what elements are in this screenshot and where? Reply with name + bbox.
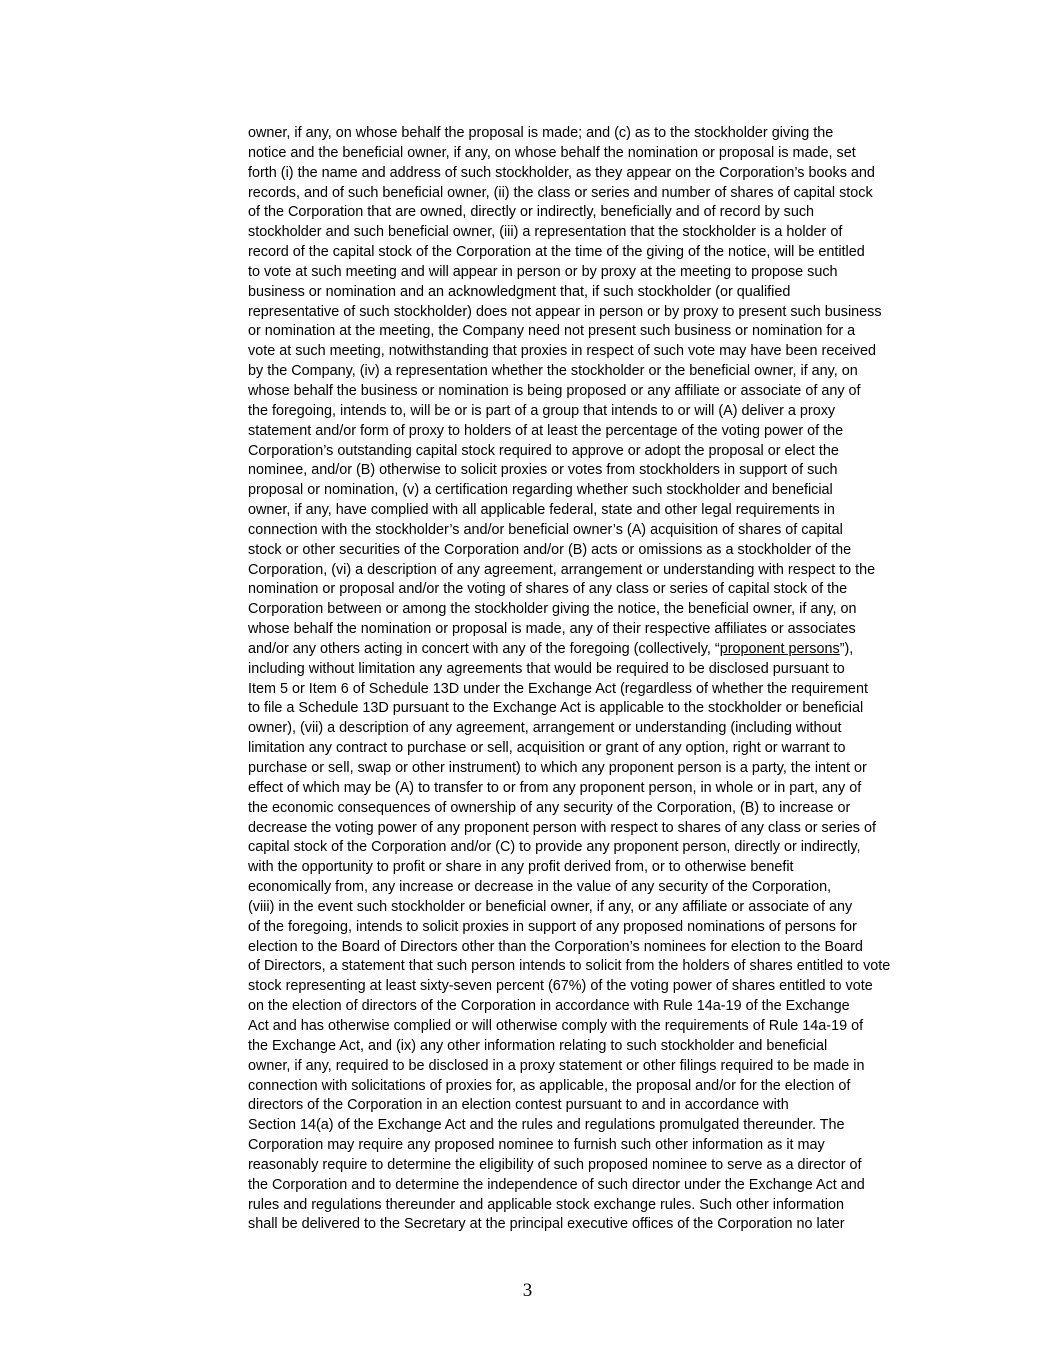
text-line: record of the capital stock of the Corporation at the time of the giving of the notice, will be entitled <box>248 244 865 261</box>
text-line: shall be delivered to the Secretary at the principal executive offices of the Corporation no later <box>248 1216 845 1233</box>
text-line: stock or other securities of the Corporation and/or (B) acts or omissions as a stockholder of the <box>248 541 852 558</box>
text-line: owner, if any, required to be disclosed in a proxy statement or other filings required to be made in <box>248 1057 865 1074</box>
text-line: whose behalf the nomination or proposal is made, any of their respective affiliates or associates <box>248 621 856 638</box>
text-line: connection with solicitations of proxies for, as applicable, the proposal and/or for the election of <box>248 1077 851 1094</box>
text-line: of the Corporation that are owned, directly or indirectly, beneficially and of record by such <box>248 204 815 221</box>
text-line: directors of the Corporation in an election contest pursuant to and in accordance with <box>248 1097 789 1114</box>
text-line: to vote at such meeting and will appear in person or by proxy at the meeting to propose such <box>248 263 838 280</box>
text-line: economically from, any increase or decrease in the value of any security of the Corporation, <box>248 879 832 896</box>
text-line: the Exchange Act, and (ix) any other information relating to such stockholder and beneficial <box>248 1037 828 1054</box>
text-line: reasonably require to determine the eligibility of such proposed nominee to serve as a director of <box>248 1156 862 1173</box>
text-line: the Corporation and to determine the independence of such director under the Exchange Act and <box>248 1176 865 1193</box>
text-line: including without limitation any agreements that would be required to be disclosed pursuant to <box>248 660 845 677</box>
text-line: records, and of such beneficial owner, (ii) the class or series and number of shares of capital stock <box>248 184 873 201</box>
body-paragraph <box>248 124 948 1235</box>
text-line: connection with the stockholder’s and/or beneficial owner’s (A) acquisition of shares of capital <box>248 521 843 538</box>
text-line: Section 14(a) of the Exchange Act and the rules and regulations promulgated thereunder. The <box>248 1117 845 1134</box>
text-line: forth (i) the name and address of such stockholder, as they appear on the Corporation’s books and <box>248 164 875 181</box>
text-line: Corporation between or among the stockholder giving the notice, the beneficial owner, if any, on <box>248 601 857 618</box>
text-line: limitation any contract to purchase or sell, acquisition or grant of any option, right or warrant to <box>248 740 846 757</box>
text-line: nominee, and/or (B) otherwise to solicit proxies or votes from stockholders in support of such <box>248 462 838 479</box>
text-line: to file a Schedule 13D pursuant to the Exchange Act is applicable to the stockholder or beneficial <box>248 700 864 717</box>
text-line: the foregoing, intends to, will be or is part of a group that intends to or will (A) deliver a proxy <box>248 402 836 419</box>
text-line: nomination or proposal and/or the voting of shares of any class or series of capital stock of the <box>248 581 848 598</box>
text-line: owner, if any, have complied with all applicable federal, state and other legal requirements in <box>248 502 835 519</box>
text-line: with the opportunity to profit or share in any profit derived from, or to otherwise benefit <box>248 859 794 876</box>
text-line: Act and has otherwise complied or will otherwise comply with the requirements of Rule 14a-19 of <box>248 1017 864 1034</box>
text-line: owner), (vii) a description of any agreement, arrangement or understanding (including without <box>248 720 842 737</box>
text-line: stock representing at least sixty-seven percent (67%) of the voting power of shares entitled to vote <box>248 978 873 995</box>
text-fragment: ”), <box>839 640 854 657</box>
text-line: rules and regulations thereunder and applicable stock exchange rules. Such other information <box>248 1196 844 1213</box>
text-line: business or nomination and an acknowledgment that, if such stockholder (or qualified <box>248 283 791 300</box>
text-line: of Directors, a statement that such person intends to solicit from the holders of shares entitled to vote <box>248 958 891 975</box>
text-line: Corporation may require any proposed nominee to furnish such other information as it may <box>248 1137 825 1154</box>
text-line: or nomination at the meeting, the Company need not present such business or nomination for a <box>248 323 856 340</box>
text-line: on the election of directors of the Corporation in accordance with Rule 14a-19 of the Exchange <box>248 998 850 1015</box>
text-line-with-defined-term <box>248 640 948 660</box>
text-line: Corporation’s outstanding capital stock required to approve or adopt the proposal or elect the <box>248 442 839 459</box>
text-line: representative of such stockholder) does not appear in person or by proxy to present such business <box>248 303 882 320</box>
text-line: (viii) in the event such stockholder or beneficial owner, if any, or any affiliate or associate of any <box>248 898 853 915</box>
text-line: whose behalf the business or nomination is being proposed or any affiliate or associate of any of <box>248 382 861 399</box>
text-line: proposal or nomination, (v) a certification regarding whether such stockholder and beneficial <box>248 482 833 499</box>
text-line: notice and the beneficial owner, if any, on whose behalf the nomination or proposal is made, set <box>248 144 856 161</box>
text-line: Item 5 or Item 6 of Schedule 13D under the Exchange Act (regardless of whether the requirement <box>248 680 868 697</box>
text-line: of the foregoing, intends to solicit proxies in support of any proposed nominations of persons for <box>248 918 857 935</box>
text-line: by the Company, (iv) a representation whether the stockholder or the beneficial owner, if any, on <box>248 363 858 380</box>
text-line: the economic consequences of ownership of any security of the Corporation, (B) to increase or <box>248 799 851 816</box>
text-line: effect of which may be (A) to transfer to or from any proponent person, in whole or in part, any of <box>248 779 862 796</box>
text-line: decrease the voting power of any proponent person with respect to shares of any class or series of <box>248 819 876 836</box>
defined-term-proponent-persons: proponent persons <box>719 640 840 657</box>
text-line: capital stock of the Corporation and/or (C) to provide any proponent person, directly or indirectly, <box>248 839 861 856</box>
text-line: election to the Board of Directors other than the Corporation’s nominees for election to the Board <box>248 938 863 955</box>
text-line: purchase or sell, swap or other instrument) to which any proponent person is a party, the intent or <box>248 760 867 776</box>
text-line: stockholder and such beneficial owner, (iii) a representation that the stockholder is a holder of <box>248 224 843 241</box>
text-line: statement and/or form of proxy to holders of at least the percentage of the voting power of the <box>248 422 844 439</box>
text-fragment: and/or any others acting in concert with any of the foregoing (collectively, “ <box>248 640 720 657</box>
text-line: vote at such meeting, notwithstanding that proxies in respect of such vote may have been received <box>248 343 876 360</box>
page-number: 3 <box>522 1280 533 1301</box>
text-line: owner, if any, on whose behalf the proposal is made; and (c) as to the stockholder giving the <box>248 125 834 141</box>
text-line: Corporation, (vi) a description of any agreement, arrangement or understanding with respect to the <box>248 561 876 578</box>
